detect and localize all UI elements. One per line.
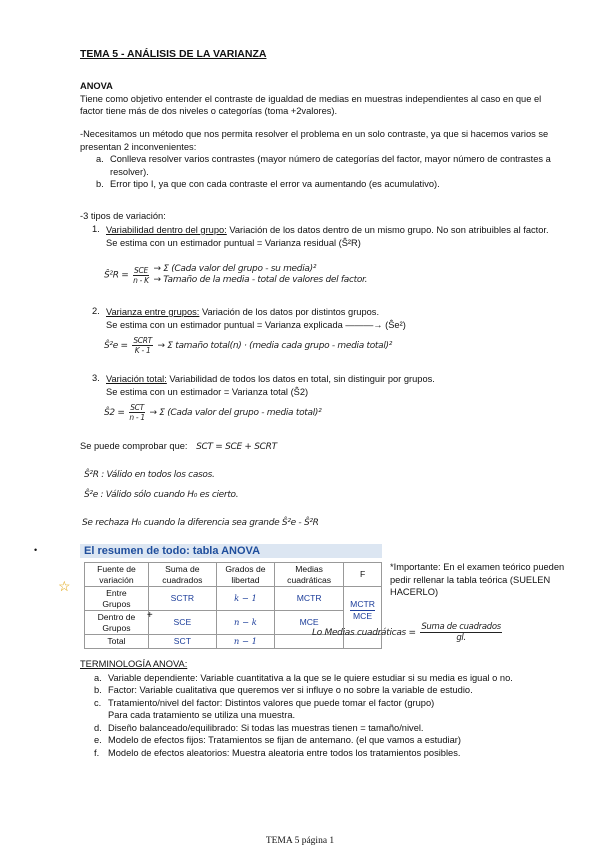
need-paragraph: -Necesitamos un método que nos permita resolver el problema en un solo contraste, ya que si hacemos varios se presentan 2 inconvenientes:	[80, 129, 549, 152]
tipo-2: 2. Varianza entre grupos: Variación de los datos por distintos grupos. Se estima con un estimador puntual = Varianza explicada ———→ (Ŝe²)	[106, 306, 566, 331]
tipo-name: Variabilidad dentro del grupo:	[106, 225, 227, 235]
table-row: Entre Grupos SCTR k − 1 MCTR MCTR MCE	[85, 587, 382, 611]
page-footer: TEMA 5 página 1	[265, 836, 335, 846]
list-item: c. Tratamiento/nivel del factor: Distintos valores que puede tomar el factor (grupo)	[94, 697, 435, 708]
handwritten-note: Ŝ²R : Válido en todos los casos.	[84, 470, 215, 480]
inconvenientes-list	[96, 153, 560, 191]
tipo-estimator: Se estima con un estimador = Varianza total (Ŝ2)	[106, 386, 309, 397]
anova-section	[80, 80, 560, 118]
tipo-estimator: Se estima con un estimador puntual = Varianza residual (Ŝ²R)	[106, 237, 361, 248]
handwritten-note: Ŝ²e : Válido sólo cuando H₀ es cierto.	[84, 490, 239, 500]
comprobar-line: Se puede comprobar que: SCT = SCE + SCRT	[80, 441, 277, 452]
handwritten-formula: Ŝ²R = $\frac{\text{SCE}}{n - K}$ → Σ (Cada valor del grupo - su media)² → Tamaño de la media - total de valores del factor.	[104, 264, 368, 285]
table-row: Dentro de Grupos + SCE n − k MCE	[85, 611, 382, 635]
handwritten-formula: Ŝ2 = $\frac{\text{SCT}}{n - 1}$ → Σ (Cada valor del grupo - media total)²	[104, 403, 322, 422]
plus-mark: +	[146, 610, 153, 621]
tipo-estimator: Se estima con un estimador puntual = Varianza explicada ———→ (Ŝe²)	[106, 319, 406, 330]
tipo-3: 3. Variación total: Variabilidad de todos los datos en total, sin distinguir por grupos. Se estima con un estimador = Varianza total (Ŝ2)	[106, 373, 566, 398]
star-icon: ☆	[58, 578, 71, 594]
table-header-row: Fuente de variación Suma de cuadrados Grados de libertad Medias cuadráticas F	[85, 563, 382, 587]
tipos-heading: -3 tipos de variación:	[80, 211, 166, 221]
terminologia-list	[94, 672, 560, 760]
page-title: TEMA 5 - ANÁLISIS DE LA VARIANZA	[80, 48, 267, 60]
list-item: d. Diseño balanceado/equilibrado: Si todas las muestras tienen = tamaño/nivel.	[94, 722, 424, 733]
list-item: a. Conlleva resolver varios contrastes (mayor número de categorías del factor, mayor número de contrastes a resolver).	[96, 154, 551, 177]
tipo-name: Varianza entre grupos:	[106, 307, 200, 317]
bullet-dot: •	[34, 545, 38, 555]
medias-handwritten: Lo Medias cuadráticas = $\frac{\text{Suma de cuadrados}}{gl.}$	[312, 622, 501, 643]
list-item: a. Variable dependiente: Variable cuantitativa a la que se le quiere estudiar si su media es igual o no.	[94, 672, 513, 683]
handwritten-equation: SCT = SCE + SCRT	[196, 442, 277, 452]
anova-heading: ANOVA	[80, 81, 113, 91]
importante-note: *Importante: En el examen teórico pueden pedir rellenar la tabla teórica (SUELEN HACERLO)	[390, 562, 565, 597]
terminologia-section	[80, 658, 560, 759]
table-title: El resumen de todo: tabla ANOVA	[80, 544, 382, 558]
tipo-1: 1. Variabilidad dentro del grupo: Variación de los datos dentro de un mismo grupo. No son atribuibles al factor. Se estima con un estimador puntual = Varianza residual (Ŝ²R)	[106, 224, 566, 249]
list-item: b. Error tipo I, ya que con cada contraste el error va aumentando (es acumulativo).	[96, 179, 440, 189]
tipo-name: Variación total:	[106, 374, 167, 384]
table-row: Total SCT n − 1	[85, 635, 382, 649]
intro-paragraph: Tiene como objetivo entender el contraste de igualdad de medias en muestras independientes al caso en que el factor tiene más de dos niveles o categorías (toma +2valores).	[80, 93, 542, 116]
handwritten-formula: Ŝ²e = $\frac{\text{SCRT}}{K - 1}$ → Σ tamaño total(n) · (media cada grupo - media total)²	[104, 336, 393, 355]
list-item: Para cada tratamiento se utiliza una muestra.	[108, 710, 296, 720]
list-item: e. Modelo de efectos fijos: Tratamientos se fijan de antemano. (el que vamos a estudiar)	[94, 735, 461, 745]
list-item: f. Modelo de efectos aleatorios: Muestra aleatoria entre todos los tratamientos posibles.	[94, 747, 461, 758]
list-item: b. Factor: Variable cualitativa que queremos ver si influye o no sobre la variable de estudio.	[94, 685, 473, 695]
need-section	[80, 128, 560, 191]
terminologia-heading: TERMINOLOGÍA ANOVA:	[80, 659, 188, 669]
handwritten-note: Se rechaza H₀ cuando la diferencia sea grande Ŝ²e - Ŝ²R	[82, 518, 319, 528]
